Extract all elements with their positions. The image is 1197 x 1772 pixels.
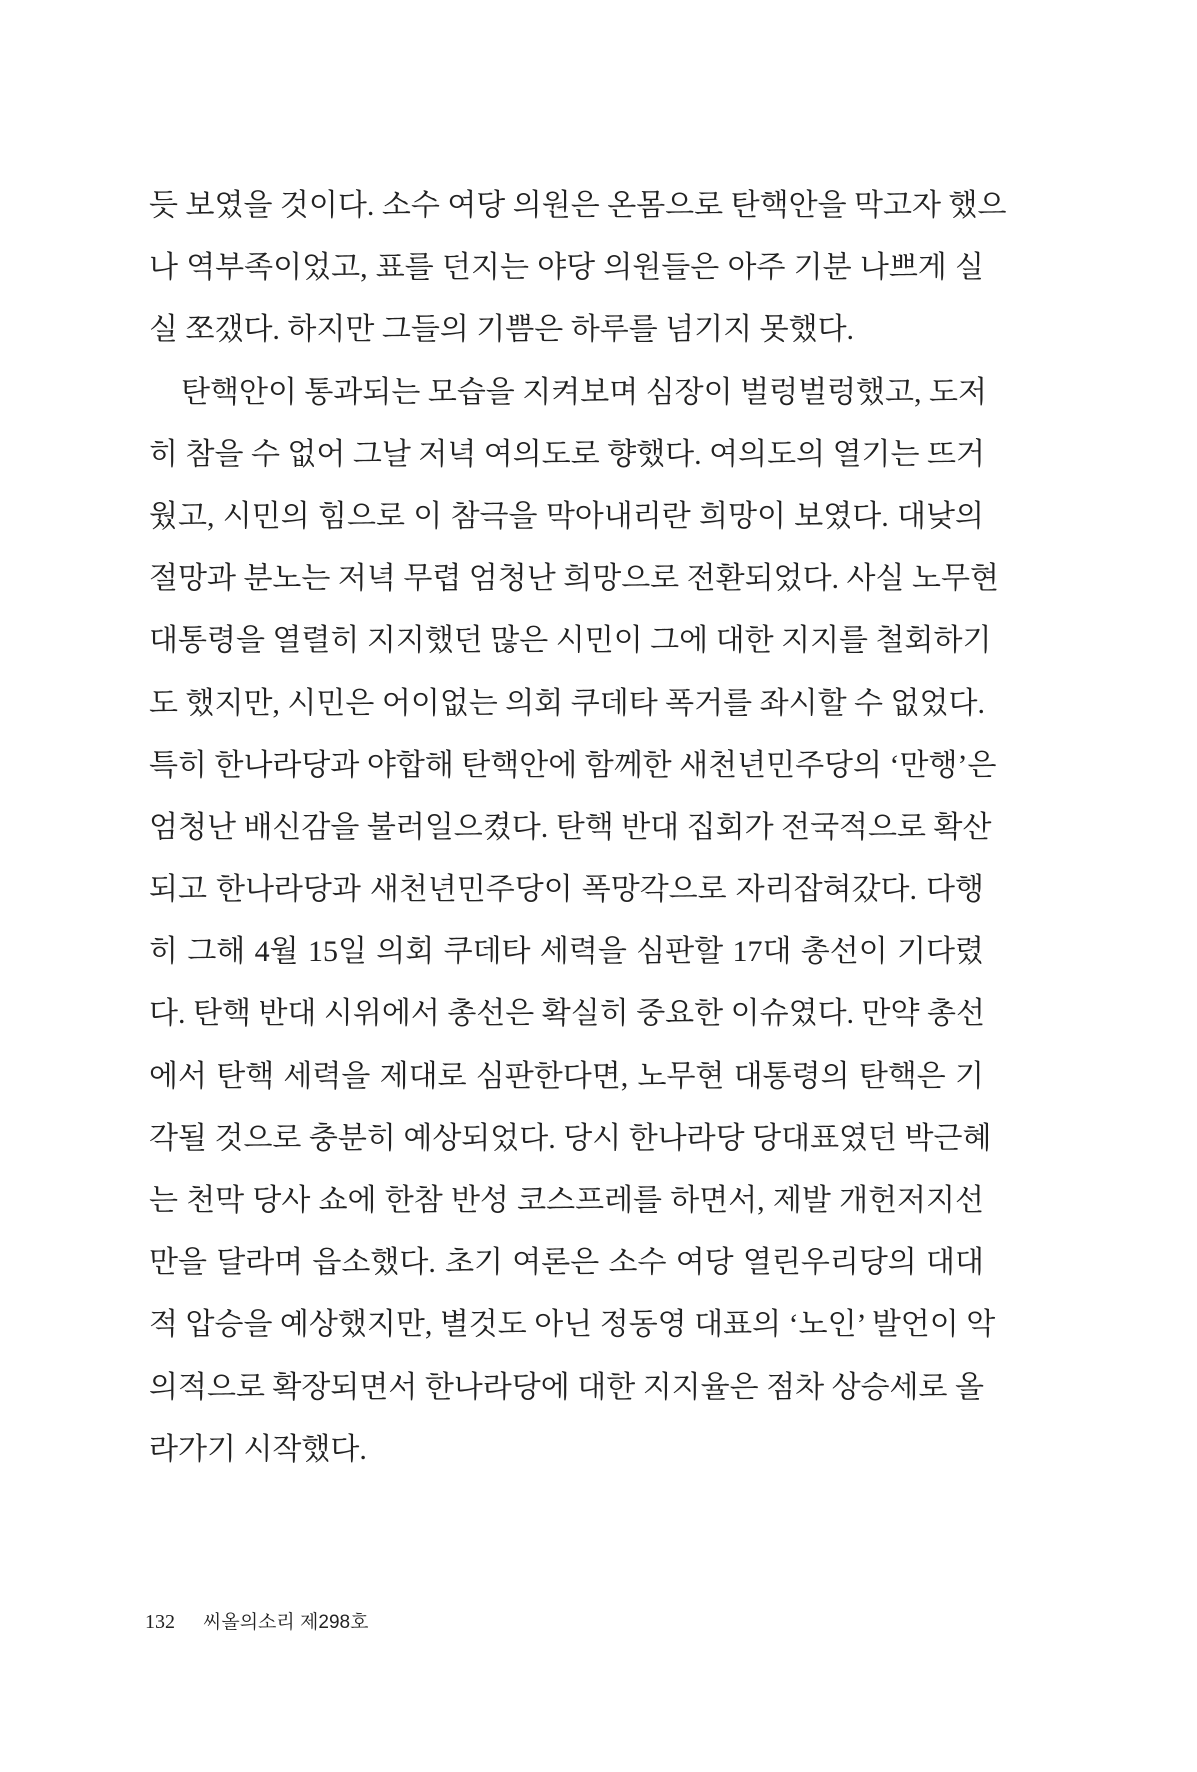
text-line: 나 역부족이었고, 표를 던지는 야당 의원들은 아주 기분 나쁘게 실 [149, 251, 984, 285]
text-line: 히 그해 4월 15일 의회 쿠데타 세력을 심판할 17대 총선이 기다렸 [149, 935, 984, 969]
text-line: 만을 달라며 읍소했다. 초기 여론은 소수 여당 열린우리당의 대대 [149, 1246, 984, 1280]
text-line: 각될 것으로 충분히 예상되었다. 당시 한나라당 당대표였던 박근혜 [149, 1121, 992, 1155]
text-line: 는 천막 당사 쇼에 한참 반성 코스프레를 하면서, 제발 개헌저지선 [149, 1184, 984, 1217]
text-line: 다. 탄핵 반대 시위에서 총선은 확실히 중요한 이슈였다. 만약 총선 [149, 997, 985, 1031]
body-text [149, 175, 1007, 1481]
text-line: 히 참을 수 없어 그날 저녁 여의도로 향했다. 여의도의 열기는 뜨거 [149, 437, 985, 471]
page-footer [145, 1606, 368, 1639]
text-line: 라가기 시작했다. [149, 1432, 367, 1466]
text-line: 웠고, 시민의 힘으로 이 참극을 막아내리란 희망이 보였다. 대낮의 [149, 499, 984, 533]
text-line: 특히 한나라당과 야합해 탄핵안에 함께한 새천년민주당의 ‘만행’은 [149, 748, 997, 782]
publication-title: 씨올의소리 제298호 [203, 1612, 369, 1633]
text-line: 대통령을 열렬히 지지했던 많은 시민이 그에 대한 지지를 철회하기 [149, 624, 992, 658]
text-line: 도 했지만, 시민은 어이없는 의회 쿠데타 폭거를 좌시할 수 없었다. [149, 686, 985, 720]
text-line: 실 쪼갰다. 하지만 그들의 기쁨은 하루를 넘기지 못했다. [149, 313, 855, 347]
text-line: 절망과 분노는 저녁 무렵 엄청난 희망으로 전환되었다. 사실 노무현 [149, 562, 999, 596]
text-line: 적 압승을 예상했지만, 별것도 아닌 정동영 대표의 ‘노인’ 발언이 악 [149, 1308, 996, 1342]
text-line: 에서 탄핵 세력을 제대로 심판한다면, 노무현 대통령의 탄핵은 기 [149, 1059, 984, 1093]
text-line: 탄핵안이 통과되는 모습을 지켜보며 심장이 벌렁벌렁했고, 도저 [181, 375, 987, 409]
text-line: 엄청난 배신감을 불러일으켰다. 탄핵 반대 집회가 전국적으로 확산 [149, 810, 992, 844]
text-line: 되고 한나라당과 새천년민주당이 폭망각으로 자리잡혀갔다. 다행 [149, 873, 984, 907]
text-line: 듯 보였을 것이다. 소수 여당 의원은 온몸으로 탄핵안을 막고자 했으 [149, 189, 1007, 222]
page-number: 132 [145, 1611, 175, 1633]
text-line: 의적으로 확장되면서 한나라당에 대한 지지율은 점차 상승세로 올 [149, 1370, 984, 1404]
